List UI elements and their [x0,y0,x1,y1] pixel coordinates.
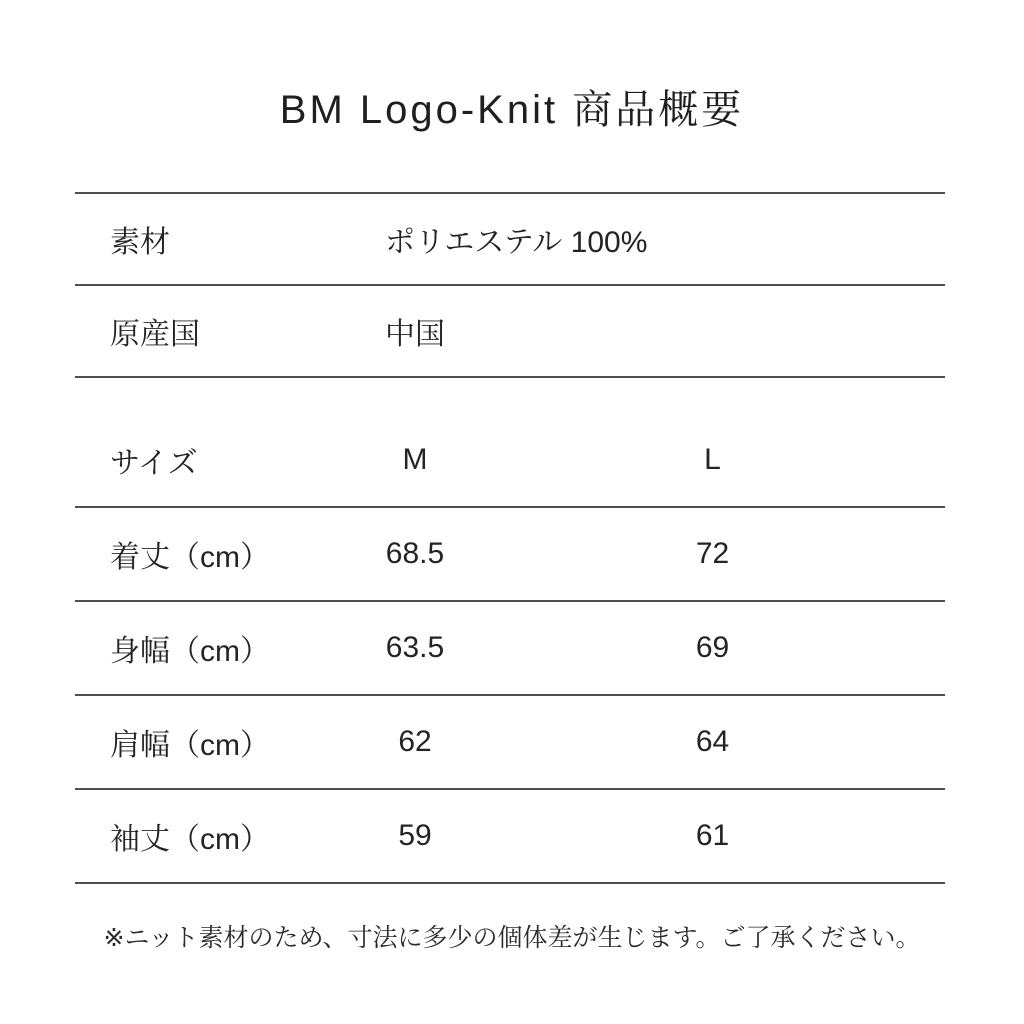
table-row-origin [75,286,945,378]
material-value: ポリエステル 100% [385,226,648,259]
page-title: BM Logo-Knit 商品概要 [279,88,745,132]
shoulder-width-m: 62 [398,725,432,758]
body-length-m: 68.5 [385,537,445,570]
body-length-l: 72 [695,537,730,570]
table-row-shoulder-width [75,696,945,790]
product-spec-sheet [0,86,1024,1024]
material-label: 素材 [110,226,170,259]
table-row-body-length [75,508,945,602]
spec-table [75,192,945,884]
size-header-l: L [704,443,721,476]
shoulder-width-label: 肩幅（cm） [110,729,270,762]
size-header-label: サイズ [110,447,198,480]
table-row-material [75,194,945,286]
body-width-label: 身幅（cm） [110,635,270,668]
origin-value: 中国 [385,318,445,351]
table-row-sleeve-length [75,790,945,884]
body-length-label: 着丈（cm） [110,541,270,574]
size-table-header-row [75,378,945,508]
knit-disclaimer-note: ※ニット素材のため、寸法に多少の個体差が生じます。ご了承ください。 [103,924,921,952]
sleeve-length-l: 61 [695,819,730,852]
shoulder-width-l: 64 [695,725,730,758]
sleeve-length-label: 袖丈（cm） [110,823,270,856]
body-width-l: 69 [695,631,730,664]
sleeve-length-m: 59 [398,819,432,852]
origin-label: 原産国 [110,318,200,351]
body-width-m: 63.5 [385,631,445,664]
table-row-body-width [75,602,945,696]
size-header-m: M [402,443,428,476]
